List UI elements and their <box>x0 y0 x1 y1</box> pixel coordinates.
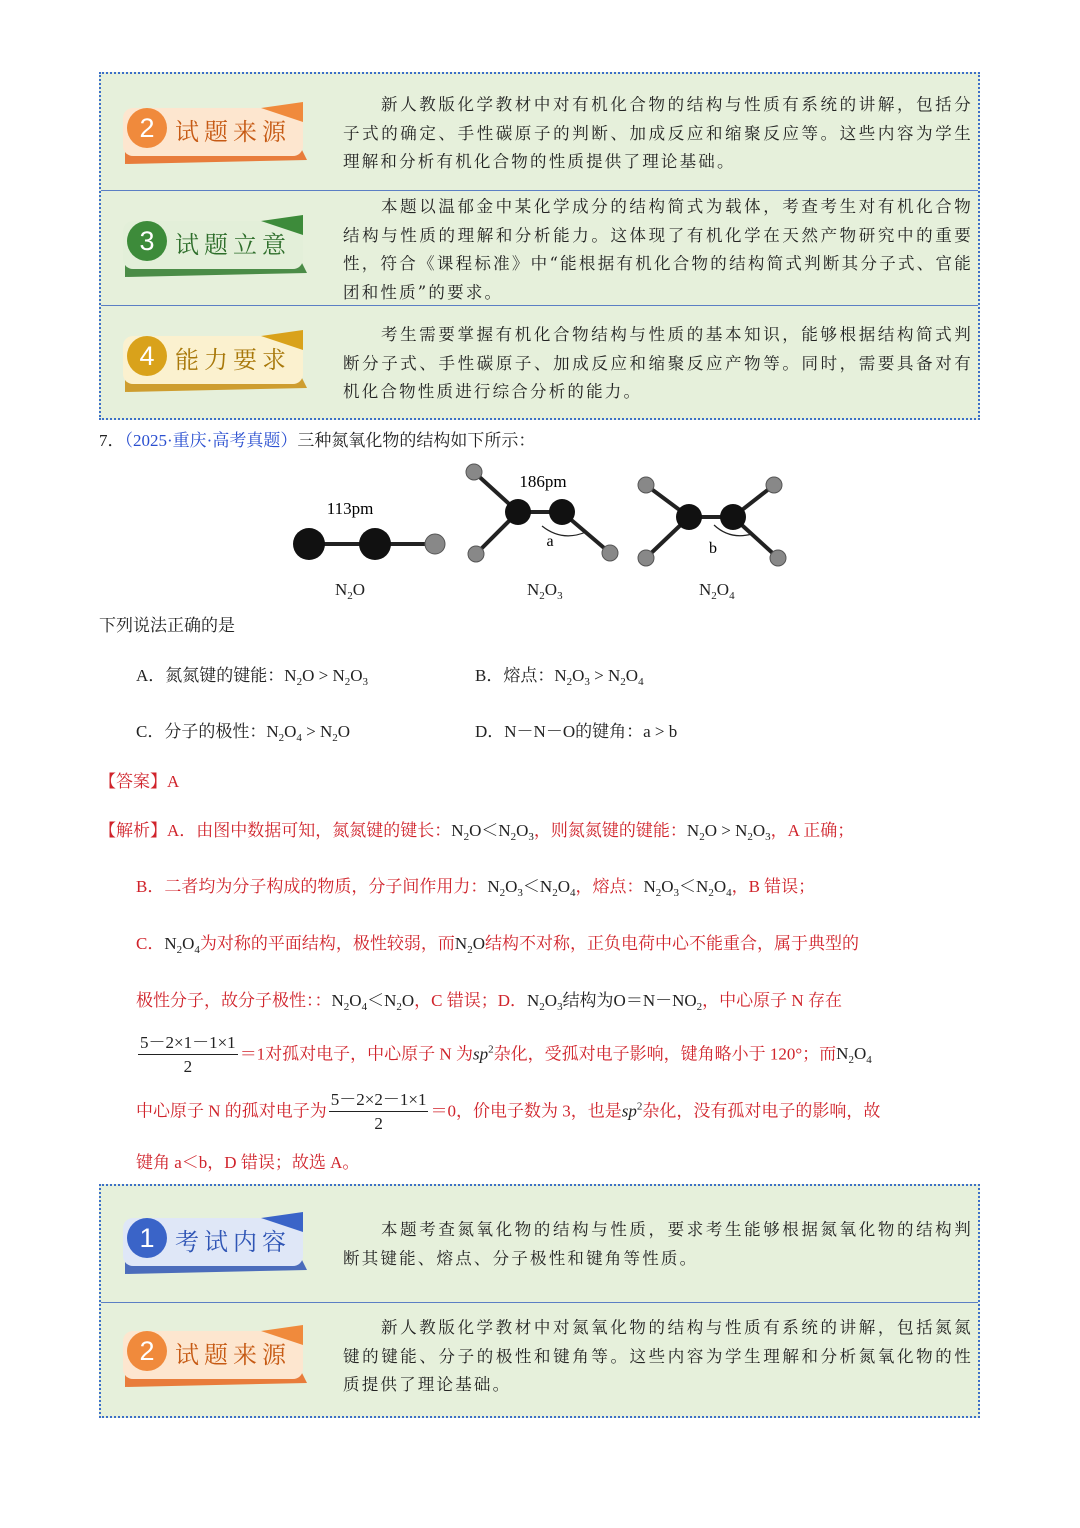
oxygen-atom <box>638 477 654 493</box>
oxygen-atom <box>425 534 445 554</box>
badge-label: 能力要求 <box>175 346 291 374</box>
badge-label: 试题立意 <box>175 231 291 259</box>
caption-n2o: $N_2O$ <box>335 580 366 602</box>
question-header <box>99 429 535 453</box>
option-a[interactable]: A．氮氮键的键能：$N_2O > N_2O_3$ <box>136 666 368 688</box>
analysis-line-4: 极性分子，故分子极性：：$N_2O_4<N_2O$，C 错误；D．$N_2O_3$结构为$O=N-NO_2$，中心原子 N 存在 <box>136 991 842 1013</box>
n2o3-bond-length: 186pm <box>519 472 567 491</box>
row-text: 新人教版化学教材中对有机化合物的结构与性质有系统的讲解，包括分子式的确定、手性碳原子的判断、加成反应和缩聚反应等。这些内容为学生理解和分析有机化合物的性质提供了理论基础。 <box>343 95 973 171</box>
badge-number: 1 <box>127 1218 167 1258</box>
nitrogen-atom <box>293 528 325 560</box>
angle-a-label: a <box>546 533 554 550</box>
answer-tag: 【答案】 <box>99 772 167 791</box>
option-d[interactable]: D．N－N－O的键角：a > b <box>475 722 678 741</box>
oxygen-atom <box>766 477 782 493</box>
badge-source <box>121 1325 307 1393</box>
badge-label: 试题来源 <box>175 1341 291 1369</box>
n2o-bond-length: 113pm <box>326 499 374 518</box>
oxygen-atom <box>466 464 482 480</box>
analysis-line-5: $\frac{5-2\times 1-1\times 1}{2}$ ＝1对孤对电子，中心原子 N 为$sp^2$杂化，受孤对电子影响，键角略小于 120°；而$N_2O_4$ <box>136 1032 872 1079</box>
caption-n2o3: $N_2O_3$ <box>527 580 563 602</box>
badge-number: 2 <box>127 108 167 148</box>
analysis-line-7: 键角 a＜b，D 错误；故选 A。 <box>136 1153 360 1172</box>
badge-ability <box>121 330 307 398</box>
oxygen-atom <box>770 550 786 566</box>
analysis-line-3: C．$N_2O_4$为对称的平面结构，极性较弱，而$N_2O$结构不对称，正负电荷中心不能重合，属于典型的 <box>136 934 859 956</box>
row-text: 考生需要掌握有机化合物结构与性质的基本知识，能够根据结构简式判断分子式、手性碳原子、加成反应和缩聚反应产物等。同时，需要具备对有机化合物性质进行综合分析的能力。 <box>343 325 973 401</box>
badge-label: 考试内容 <box>175 1228 291 1256</box>
nitrogen-atom <box>720 504 746 530</box>
nitrogen-atom <box>676 504 702 530</box>
answer-line <box>99 770 179 794</box>
box-row-source-2 <box>101 1303 978 1416</box>
badge-content <box>121 1212 307 1280</box>
answer-value: A <box>167 772 180 791</box>
nitrogen-atom <box>359 528 391 560</box>
question-source: （2025·重庆·高考真题） <box>124 431 298 450</box>
badge-source <box>121 102 307 170</box>
box-row-ability <box>101 306 978 418</box>
badge-number: 2 <box>127 1331 167 1371</box>
caption-n2o4: $N_2O_4$ <box>699 580 735 602</box>
analysis-line-2: B．二者均为分子构成的物质，分子间作用力：$N_2O_3<N_2O_4$，熔点：$N_2O_3<N_2O_4$，B 错误； <box>136 877 816 899</box>
option-b[interactable]: B．熔点：$N_2O_3 > N_2O_4$ <box>475 666 644 688</box>
oxygen-atom <box>602 545 618 561</box>
box-row-source <box>101 74 978 190</box>
angle-b-label: b <box>709 540 717 557</box>
n2o-molecule <box>293 528 445 560</box>
fraction: $\frac{5-2\times 2-1\times 1}{2}$ <box>330 1090 427 1133</box>
row-text: 本题考查氮氧化物的结构与性质，要求考生能够根据氮氧化物的结构判断其键能、熔点、分子极性和键角等性质。 <box>343 1220 973 1268</box>
nitrogen-atom <box>505 499 531 525</box>
badge-label: 试题来源 <box>175 118 291 146</box>
oxygen-atom <box>468 546 484 562</box>
analysis-box-bottom <box>99 1184 980 1418</box>
question-stem: 三种氮氧化物的结构如下所示： <box>297 431 536 450</box>
oxygen-atom <box>638 550 654 566</box>
analysis-line-6: 中心原子 N 的孤对电子为 $\frac{5-2\times 2-1\times 1}{2}$ ＝0，价电子数为 3，也是$sp^2$杂化，没有孤对电子的影响，故 <box>136 1089 880 1136</box>
badge-intent <box>121 215 307 283</box>
option-c[interactable]: C．分子的极性：$N_2O_4 > N_2O$ <box>136 722 351 744</box>
question-number: 7． <box>99 431 125 450</box>
badge-number: 3 <box>127 221 167 261</box>
box-row-intent <box>101 191 978 305</box>
badge-number: 4 <box>127 336 167 376</box>
row-text: 本题以温郁金中某化学成分的结构简式为载体，考查考生对有机化合物结构与性质的理解和分析能力。这体现了有机化学在天然产物研究中的重要性，符合《课程标准》中“能根据有机化合物的结构简式判断其分子式、官能团和性质”的要求。 <box>343 197 973 302</box>
row-text: 新人教版化学教材中对氮氧化物的结构与性质有系统的讲解，包括氮氮键的键能、分子的极性和键角等。这些内容为学生理解和分析氮氧化物的性质提供了理论基础。 <box>343 1318 973 1394</box>
fraction: $\frac{5-2\times 1-1\times 1}{2}$ <box>140 1033 236 1076</box>
question-prompt: 下列说法正确的是 <box>99 616 235 635</box>
analysis-line-1: 【解析】A．由图中数据可知，氮氮键的键长：$N_2O<N_2O_3$，则氮氮键的键能：$N_2O > N_2O_3$，A 正确； <box>99 821 855 843</box>
box-row-content <box>101 1186 978 1302</box>
analysis-box-top <box>99 72 980 420</box>
nitrogen-atom <box>549 499 575 525</box>
